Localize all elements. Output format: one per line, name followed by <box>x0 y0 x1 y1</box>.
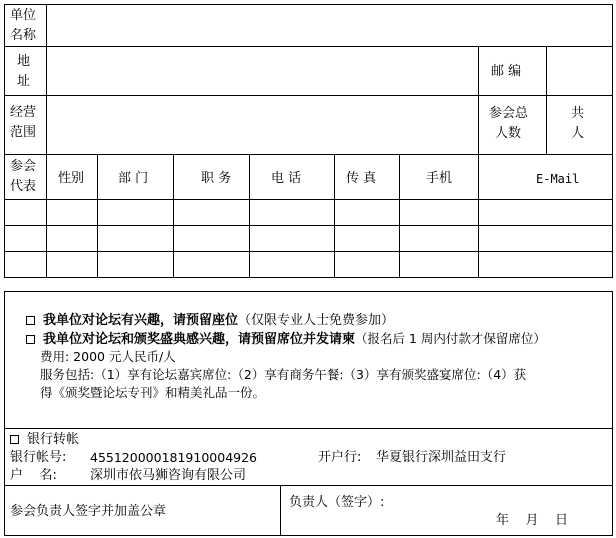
postcode-label: 邮 编 <box>491 64 522 79</box>
col-fax: 传 真 <box>346 171 377 186</box>
date-line: 年 月 日 <box>496 513 569 528</box>
table-rule <box>97 155 98 277</box>
services-text: 服务包括:（1）享有论坛嘉宾席位:（2）享有商务午餐:（3）享有颁奖盛宴席位:（4）获 <box>40 367 527 382</box>
bank-name: 华夏银行深圳益田支行 <box>376 450 507 465</box>
table-rule <box>4 199 613 200</box>
option-seat[interactable] <box>26 312 394 329</box>
responsible-signature-label: 负责人（签字）: <box>289 495 385 510</box>
table-rule <box>249 155 250 277</box>
representative-label: 参会 <box>10 159 37 174</box>
col-position: 职 务 <box>201 171 232 186</box>
col-phone: 电 话 <box>271 171 302 186</box>
bank-transfer-checkbox[interactable] <box>10 435 19 444</box>
account-label: 银行帐号: <box>10 450 67 465</box>
table-rule <box>173 155 174 277</box>
option-seat-note: （仅限专业人士免费参加） <box>238 313 395 328</box>
bank-label: 开户行: <box>318 450 362 465</box>
table-rule <box>478 47 479 277</box>
representative-label-2: 代表 <box>10 179 37 194</box>
address-label-2: 址 <box>17 74 31 89</box>
col-department: 部 门 <box>118 171 149 186</box>
account-number: 455120000181910004926 <box>90 450 258 465</box>
unit-name-label: 单位 <box>10 8 37 23</box>
unit-name-field[interactable] <box>48 5 611 45</box>
business-scope-label-2: 范围 <box>10 125 37 140</box>
business-scope-label: 经营 <box>10 105 37 120</box>
box-rule <box>4 485 613 486</box>
signature-instruction: 参会负责人签字并加盖公章 <box>10 504 167 519</box>
box-rule <box>4 428 613 429</box>
attendee-count-label-2: 人数 <box>495 126 522 141</box>
postcode-field[interactable] <box>548 48 611 94</box>
table-rule <box>399 155 400 277</box>
col-email: E-Mail <box>536 172 580 186</box>
table-rule <box>546 47 547 154</box>
attendee-count-label: 参会总 <box>489 106 529 121</box>
total-unit-label: 人 <box>571 126 585 141</box>
total-label: 共 <box>571 106 585 121</box>
table-rule <box>4 46 613 47</box>
col-gender: 性别 <box>58 171 85 186</box>
services-text-2: 得《颁奖暨论坛专刊》和精美礼品一份。 <box>40 385 266 400</box>
account-holder-label: 户 名: <box>10 468 57 483</box>
col-mobile: 手机 <box>426 171 453 186</box>
table-rule <box>4 154 613 155</box>
table-rule <box>334 155 335 277</box>
option-seat-text: 我单位对论坛有兴趣，请预留座位 <box>43 313 239 328</box>
bank-transfer-label: 银行转帐 <box>27 432 80 447</box>
option-ceremony[interactable] <box>26 330 546 348</box>
address-label: 地 <box>17 54 31 69</box>
option-ceremony-text: 我单位对论坛和颁奖盛典感兴趣，请预留席位并发请柬 <box>43 332 356 347</box>
box-rule <box>280 485 281 536</box>
bank-transfer[interactable] <box>10 431 79 448</box>
fee-text: 费用: 2000 元人民币/人 <box>40 349 176 364</box>
account-holder-name: 深圳市依马狮咨询有限公司 <box>90 468 247 483</box>
option-ceremony-note: （报名后 1 周内付款才保留席位） <box>355 331 546 346</box>
table-rule <box>4 95 613 96</box>
business-scope-field[interactable] <box>48 97 476 153</box>
table-rule <box>4 251 613 252</box>
seat-checkbox[interactable] <box>26 316 35 325</box>
address-field[interactable] <box>48 48 476 94</box>
ceremony-checkbox[interactable] <box>26 335 35 344</box>
unit-name-label-2: 名称 <box>10 28 37 43</box>
table-rule <box>4 225 613 226</box>
table-rule <box>46 4 47 278</box>
